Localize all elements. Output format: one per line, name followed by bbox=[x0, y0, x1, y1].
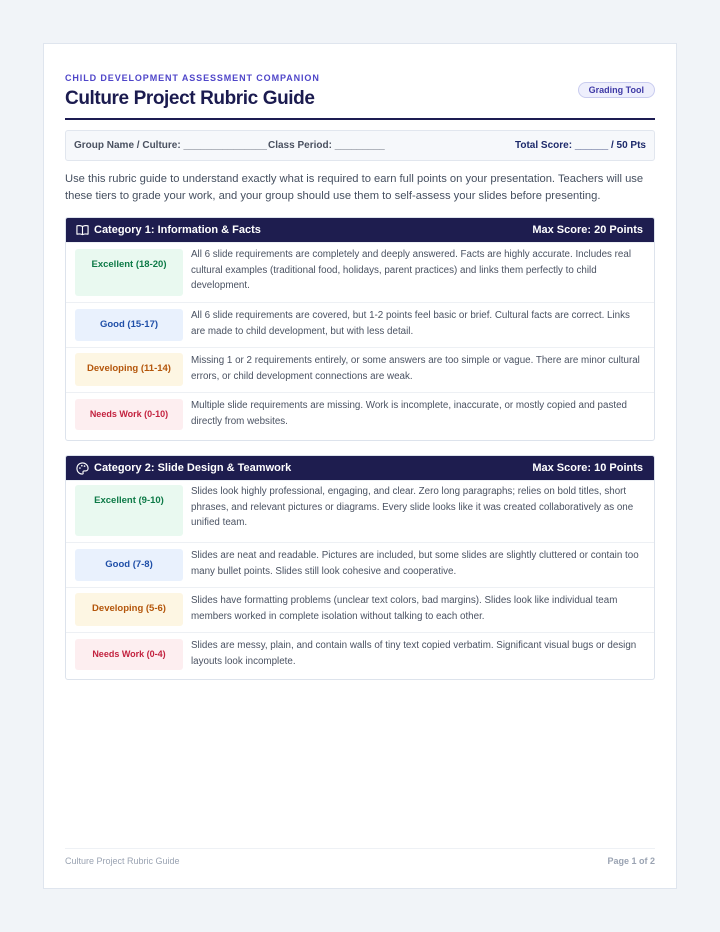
rubric-row bbox=[66, 480, 654, 542]
page-number: Page 1 of 2 bbox=[607, 856, 655, 866]
overline: CHILD DEVELOPMENT ASSESSMENT COMPANION bbox=[65, 73, 320, 83]
rubric-page bbox=[43, 43, 677, 889]
tier-good: Good (7-8) bbox=[75, 549, 183, 581]
page-title: Culture Project Rubric Guide bbox=[65, 88, 315, 109]
category-2-header bbox=[66, 456, 654, 480]
tier-developing: Developing (5-6) bbox=[75, 593, 183, 626]
info-bar bbox=[65, 130, 655, 161]
rubric-row bbox=[66, 587, 654, 632]
tier-excellent: Excellent (9-10) bbox=[75, 485, 183, 536]
footer-title: Culture Project Rubric Guide bbox=[65, 856, 180, 866]
tier-needs-work: Needs Work (0-4) bbox=[75, 639, 183, 670]
intro-text: Use this rubric guide to understand exactly what is required to earn full points on your presentation. Teachers will use these tiers to grade your work, and your group should use them to self-assess your slides before presenting. bbox=[65, 173, 644, 202]
title-rule bbox=[65, 118, 655, 120]
tier-description: All 6 slide requirements are completely and deeply answered. Facts are highly accurate. Includes real cultural examples (traditional food, holidays, parent practices) and links them perfectly to child development. bbox=[191, 249, 631, 291]
category-1-card bbox=[65, 217, 655, 441]
tier-developing: Developing (11-14) bbox=[75, 353, 183, 386]
rubric-row bbox=[66, 347, 654, 392]
class-period-field[interactable]: Class Period: _________ bbox=[268, 140, 385, 151]
category-1-header bbox=[66, 218, 654, 242]
category-1-name: Category 1: Information & Facts bbox=[94, 224, 261, 236]
footer-rule bbox=[65, 848, 655, 849]
tier-description: Slides are messy, plain, and contain walls of tiny text copied verbatim. Significant visual bugs or design layouts look incomplete. bbox=[191, 640, 637, 667]
total-score-field[interactable]: Total Score: ______ / 50 Pts bbox=[515, 140, 646, 151]
category-1-max-score: Max Score: 20 Points bbox=[532, 224, 643, 236]
book-icon bbox=[76, 224, 89, 236]
category-2-card bbox=[65, 455, 655, 680]
palette-icon bbox=[76, 462, 89, 475]
tier-description: All 6 slide requirements are covered, but 1-2 points feel basic or brief. Cultural facts are correct. Links are made to child development, but with less detail. bbox=[191, 310, 630, 337]
tier-description: Slides have formatting problems (unclear text colors, bad margins). Slides look like individual team members worked in complete isolation without talking to each other. bbox=[191, 595, 618, 622]
category-2-max-score: Max Score: 10 Points bbox=[532, 462, 643, 474]
tier-description: Missing 1 or 2 requirements entirely, or some answers are too simple or vague. There are minor cultural errors, or child development connections are weak. bbox=[191, 355, 640, 382]
rubric-row bbox=[66, 632, 654, 679]
tier-description: Slides look highly professional, engaging, and clear. Zero long paragraphs; relies on bold titles, short phrases, and relevant pictures or diagrams. Every slide looks like it was created collaboratively as one unified team. bbox=[191, 486, 634, 528]
rubric-row bbox=[66, 542, 654, 587]
tier-description: Slides are neat and readable. Pictures are included, but some slides are slightly cluttered or contain too many bullet points. Slides still look cohesive and cooperative. bbox=[191, 550, 639, 577]
category-2-name: Category 2: Slide Design & Teamwork bbox=[94, 462, 292, 474]
group-name-field[interactable]: Group Name / Culture: _______________ bbox=[74, 140, 267, 151]
rubric-row bbox=[66, 302, 654, 347]
grading-tool-badge: Grading Tool bbox=[578, 82, 655, 98]
tier-needs-work: Needs Work (0-10) bbox=[75, 399, 183, 430]
rubric-row bbox=[66, 392, 654, 440]
tier-good: Good (15-17) bbox=[75, 309, 183, 341]
tier-description: Multiple slide requirements are missing. Work is incomplete, inaccurate, or mostly copied and pasted directly from websites. bbox=[191, 400, 627, 427]
tier-excellent: Excellent (18-20) bbox=[75, 249, 183, 296]
rubric-row bbox=[66, 242, 654, 302]
